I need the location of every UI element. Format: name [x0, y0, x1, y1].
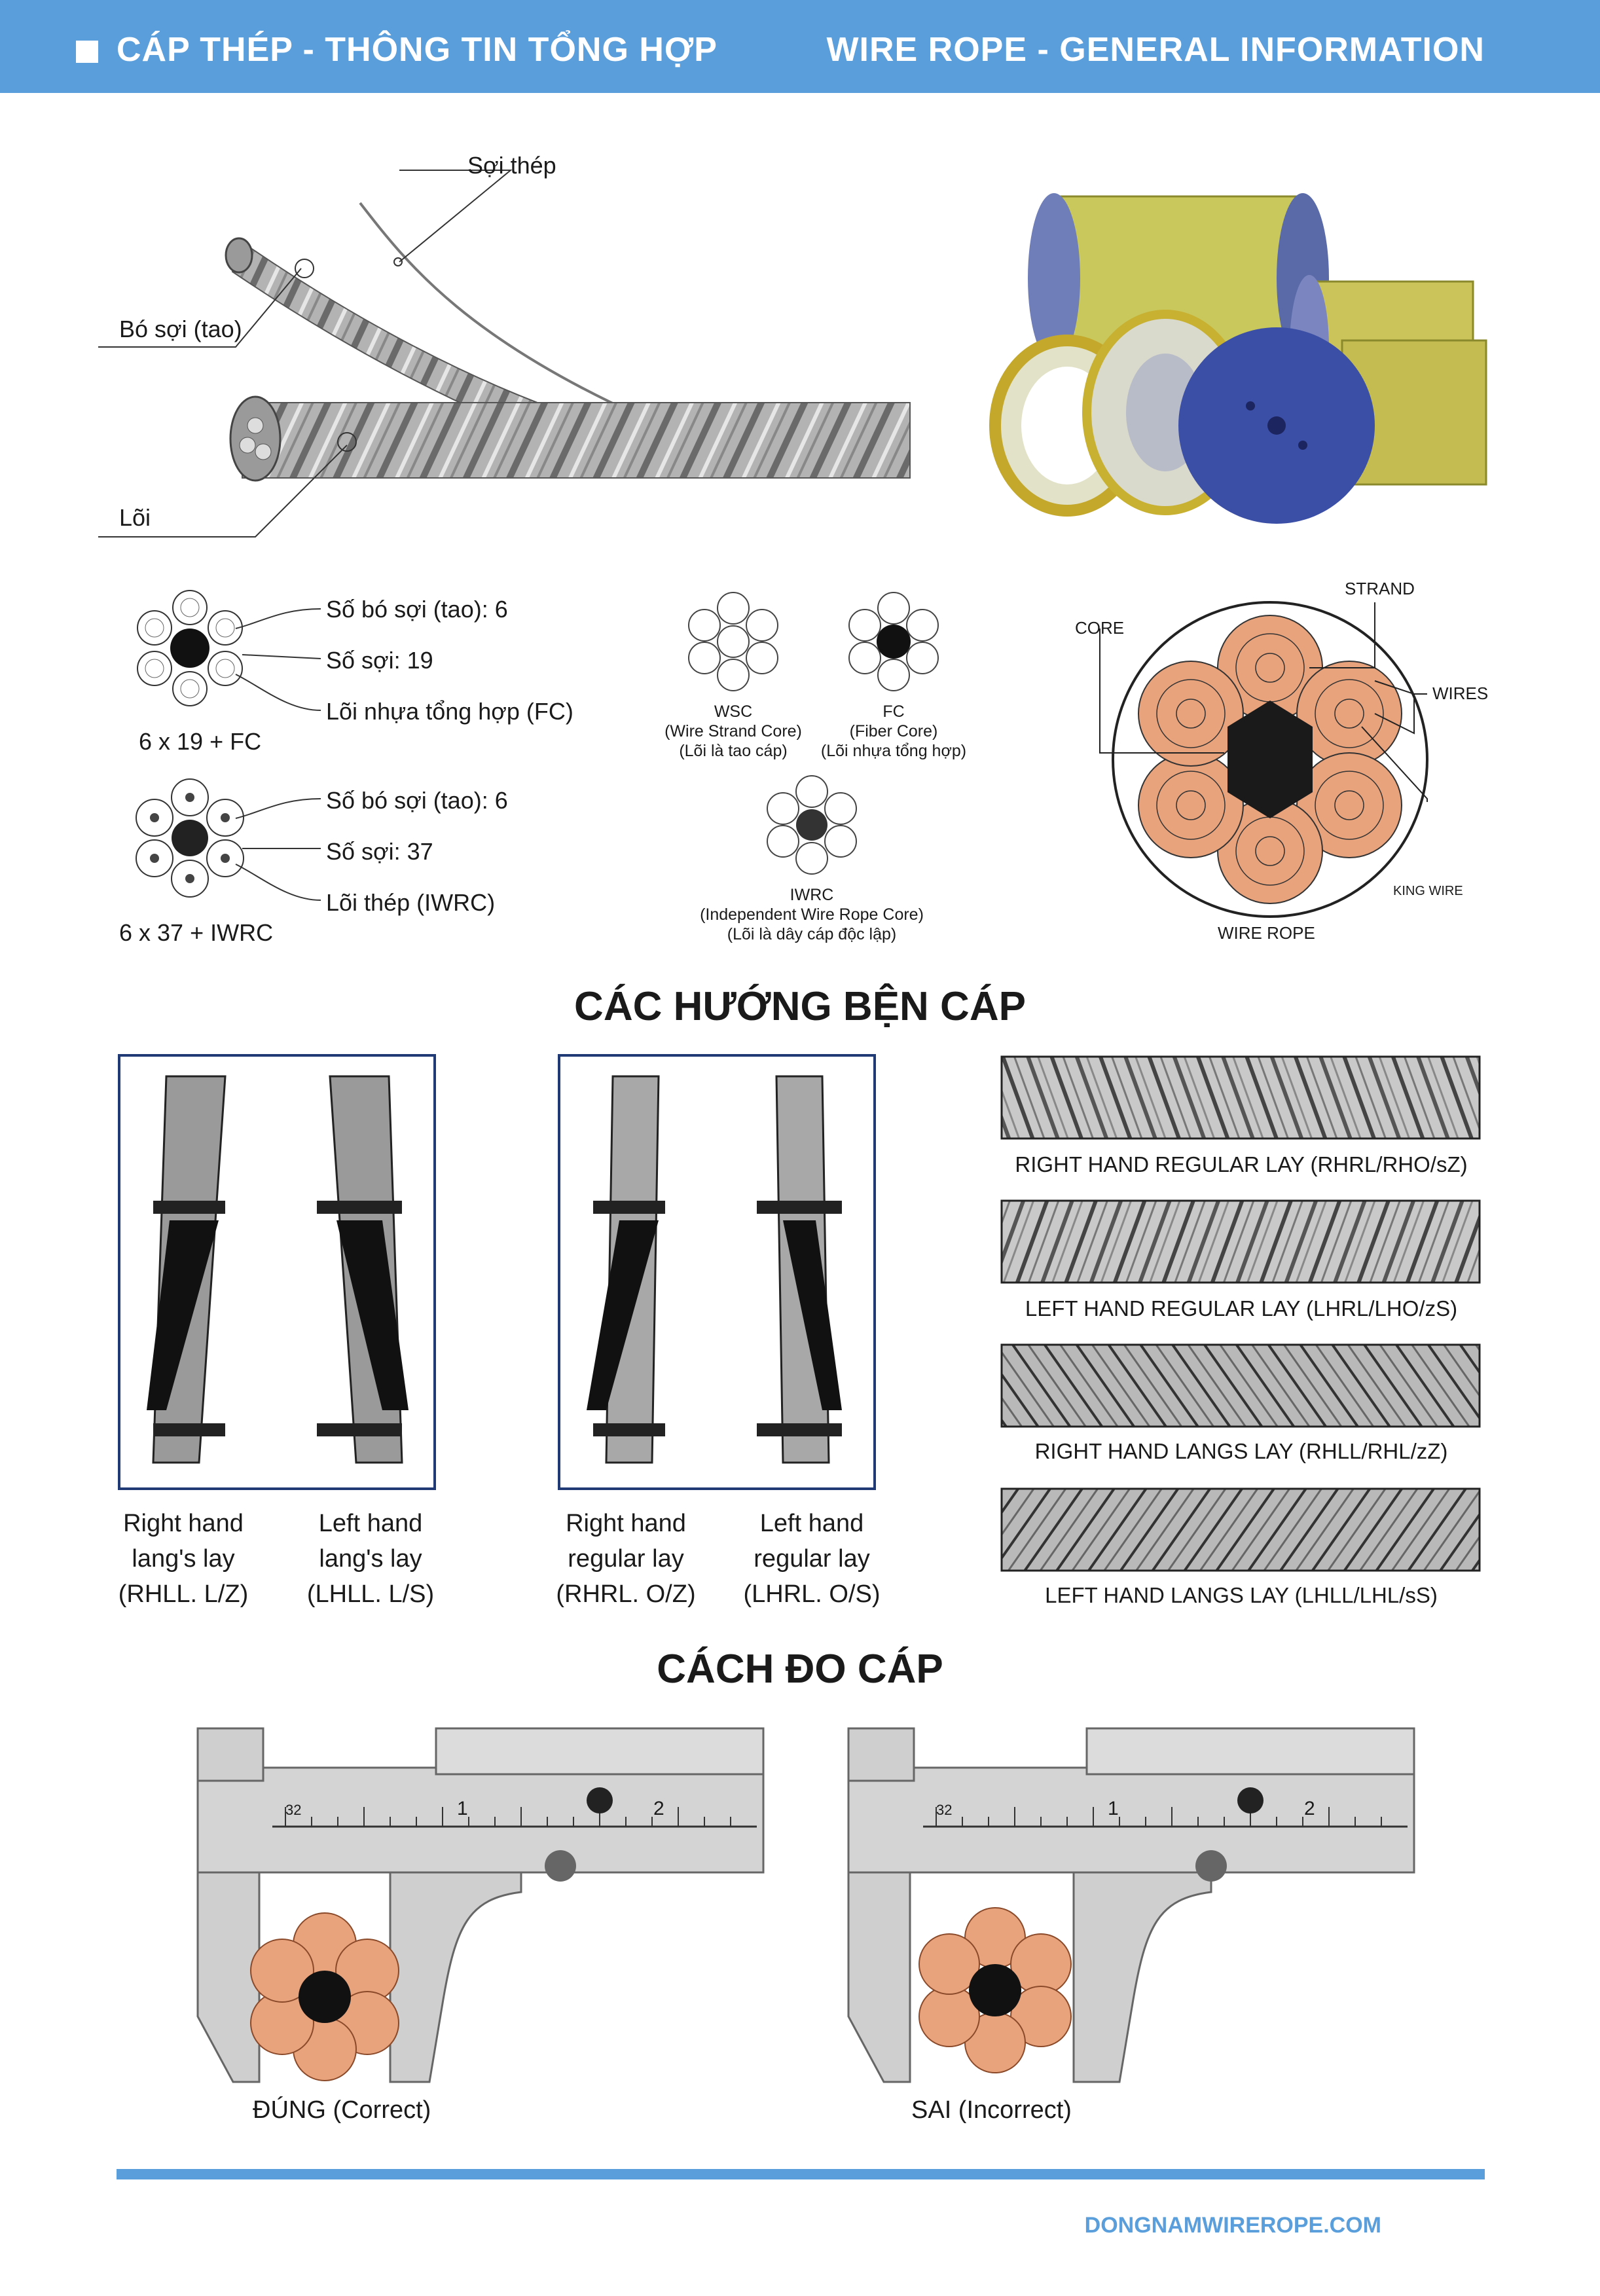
regular-lay-frame: [558, 1054, 876, 1490]
wire-rope-spools-photo: [1002, 177, 1486, 517]
lhrl-caption: [727, 1506, 897, 1612]
fc-leader-lines: [236, 602, 327, 720]
rhrl-line1: Right hand: [566, 1510, 686, 1537]
cross-section-6x19-fc: [131, 589, 249, 707]
rope-strand-label: STRAND: [1345, 579, 1415, 598]
scale-2-left: 2: [653, 1798, 664, 1819]
rope-diagram-caption: WIRE ROPE: [1218, 923, 1315, 943]
lhll-line2: lang's lay: [319, 1545, 422, 1573]
rope-wires-label: WIRES: [1432, 683, 1489, 703]
lhrl-line1: Left hand: [759, 1510, 864, 1537]
lhll-caption: [285, 1506, 456, 1612]
rhll-rope-drawing: [140, 1070, 251, 1469]
iwrc-strands-label: Số bó sợi (tao): 6: [326, 787, 508, 814]
scale-2-right: 2: [1304, 1798, 1315, 1819]
lay-section-title: CÁC HƯỚNG BỆN CÁP: [574, 984, 1026, 1029]
rope-anatomy-illustration: [98, 144, 949, 550]
rope-king-wire-label: KING WIRE: [1393, 884, 1463, 898]
scale-1-left: 1: [457, 1798, 468, 1819]
lhll-line1: Left hand: [318, 1510, 423, 1537]
footer-bar: [117, 2169, 1485, 2179]
iwrc-type-code: IWRC: [790, 886, 834, 904]
lhrl-rope-drawing: [744, 1070, 855, 1469]
rhrl-line2: regular lay: [568, 1545, 684, 1573]
rhll-line3: (RHLL. L/Z): [118, 1580, 249, 1608]
lhrl-line3: (LHRL. O/S): [743, 1580, 881, 1608]
rhrl-line3: (RHRL. O/Z): [556, 1580, 696, 1608]
lang-lay-frame: [118, 1054, 436, 1490]
iwrc-caption: 6 x 37 + IWRC: [119, 919, 274, 946]
rope-samples: [1000, 1055, 1485, 1612]
lhll-rope-drawing: [304, 1070, 415, 1469]
fc-core-icon: [845, 592, 943, 691]
rhll-line1: Right hand: [123, 1510, 244, 1537]
fc-wires-label: Số sợi: 19: [326, 647, 433, 674]
caliper-incorrect: [845, 1728, 1421, 2095]
rhll-caption: [98, 1506, 268, 1612]
fc-type-en: (Fiber Core): [849, 722, 938, 740]
rope-core-label: CORE: [1075, 618, 1125, 638]
footer-website[interactable]: DONGNAMWIREROPE.COM: [1084, 2213, 1381, 2238]
fc-caption: 6 x 19 + FC: [139, 728, 262, 755]
fc-type-code: FC: [882, 702, 905, 721]
rhrl-rope-drawing: [580, 1070, 691, 1469]
measure-section-title: CÁCH ĐO CÁP: [657, 1647, 943, 1692]
rope-sample-1-label: RIGHT HAND REGULAR LAY (RHRL/RHO/sZ): [1015, 1152, 1468, 1176]
strand-label: Bó sợi (tao): [119, 316, 242, 342]
header-square-icon: [76, 41, 98, 63]
fc-strands-label: Số bó sợi (tao): 6: [326, 596, 508, 623]
rope-sample-3-label: RIGHT HAND LANGS LAY (RHLL/RHL/zZ): [1034, 1439, 1448, 1463]
rope-sample-2-label: LEFT HAND REGULAR LAY (LHRL/LHO/zS): [1025, 1296, 1458, 1321]
wsc-label: [642, 702, 825, 761]
rope-sample-4-label: LEFT HAND LANGS LAY (LHLL/LHL/sS): [1045, 1583, 1438, 1607]
wsc-en: (Wire Strand Core): [664, 722, 802, 740]
fc-type-label: [802, 702, 985, 761]
iwrc-type-vi: (Lõi là dây cáp độc lập): [727, 925, 897, 943]
wsc-vi: (Lõi là tao cáp): [679, 742, 788, 760]
fc-type-vi: (Lõi nhựa tổng hợp): [820, 742, 967, 760]
fc-core-label: Lõi nhựa tổng hợp (FC): [326, 698, 573, 725]
caliper-correct: [194, 1728, 770, 2095]
core-label: Lõi: [119, 504, 151, 531]
iwrc-core-icon: [763, 776, 861, 874]
scale-1-right: 1: [1108, 1798, 1119, 1819]
header-title-vi: CÁP THÉP - THÔNG TIN TỔNG HỢP: [117, 31, 718, 69]
lhll-line3: (LHLL. L/S): [306, 1580, 435, 1608]
iwrc-type-label: [684, 885, 939, 944]
scale-32-left: 32: [285, 1802, 302, 1818]
wire-label: Sợi thép: [467, 152, 556, 179]
lhrl-line2: regular lay: [754, 1545, 870, 1573]
rhll-line2: lang's lay: [132, 1545, 235, 1573]
cross-section-6x37-iwrc: [131, 779, 249, 897]
wsc-code: WSC: [714, 702, 753, 721]
scale-32-right: 32: [936, 1802, 953, 1818]
iwrc-wires-label: Số sợi: 37: [326, 838, 433, 865]
rhrl-caption: [541, 1506, 711, 1612]
wsc-core-icon: [684, 592, 782, 691]
incorrect-caption: SAI (Incorrect): [911, 2096, 1072, 2124]
iwrc-type-en: (Independent Wire Rope Core): [700, 905, 924, 924]
header-title-en: WIRE ROPE - GENERAL INFORMATION: [826, 31, 1485, 69]
iwrc-leader-lines: [236, 792, 327, 910]
iwrc-core-label: Lõi thép (IWRC): [326, 889, 496, 916]
correct-caption: ĐÚNG (Correct): [253, 2096, 431, 2124]
